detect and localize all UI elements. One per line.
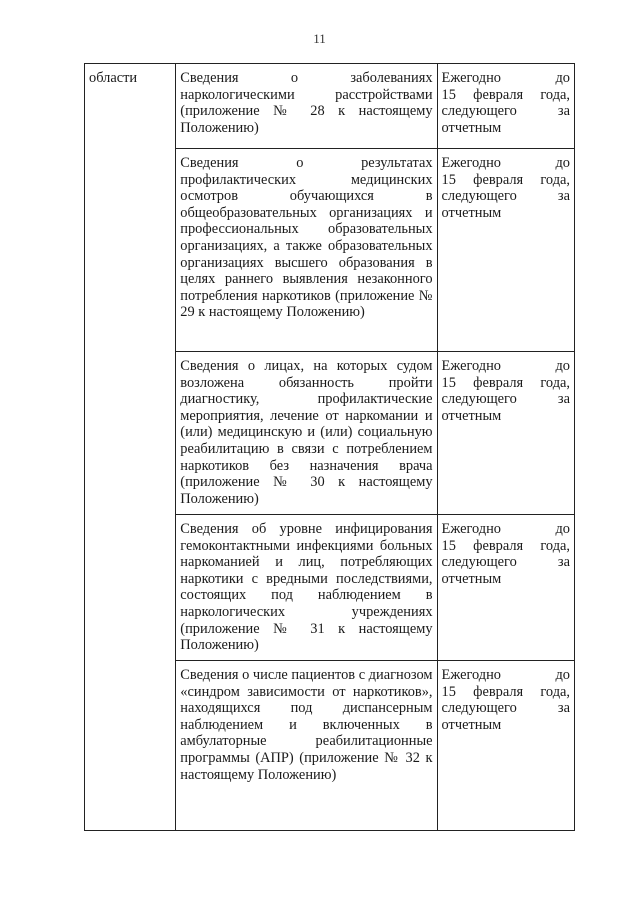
deadline-line: отчетным bbox=[441, 407, 502, 424]
deadline-line: следующего за bbox=[441, 391, 570, 408]
deadline-line: Ежегодно до bbox=[441, 521, 570, 537]
deadline-line: Ежегодно до bbox=[441, 358, 570, 374]
table-row bbox=[85, 64, 575, 149]
deadline-line: следующего за bbox=[441, 188, 570, 205]
deadline-line: 15 февраля года, bbox=[441, 86, 570, 103]
deadline-cell bbox=[437, 352, 574, 515]
content-cell: Сведения об уровне инфицирования гемоконтактными инфекциями больных наркоманией и лиц, потребляющих наркотики с вредными последствиями, состоящих под наблюдением в наркологических учреждениях (приложение № 31 к настоящему Положению) bbox=[176, 515, 437, 661]
content-cell: Сведения о числе пациентов с диагнозом «синдром зависимости от наркотиков», находящихся под диспансерным наблюдением и включенных в амбулаторные реабилитационные программы (АПР) (приложение № 32 к настоящему Положению) bbox=[176, 661, 437, 831]
deadline-line: 15 февраля года, bbox=[441, 537, 570, 554]
deadline-line: следующего за bbox=[441, 103, 570, 120]
page-number: 11 bbox=[313, 31, 326, 46]
content-cell: Сведения о заболеваниях наркологическими расстройствами (приложение № 28 к настоящему Положению) bbox=[176, 64, 437, 149]
deadline-line: 15 февраля года, bbox=[441, 374, 570, 391]
deadline-cell bbox=[437, 661, 574, 831]
deadline-line: Ежегодно до bbox=[441, 667, 570, 683]
deadline-line: отчетным bbox=[441, 716, 502, 733]
region-cell: области bbox=[85, 64, 176, 831]
deadline-line: отчетным bbox=[441, 119, 502, 136]
content-cell: Сведения о результатах профилактических медицинских осмотров обучающихся в общеобразовательных организациях и профессиональных образовательных организациях, а также образовательных организациях высшего образования в целях раннего выявления незаконного потребления наркотиков (приложение № 29 к настоящему Положению) bbox=[176, 149, 437, 352]
deadline-line: отчетным bbox=[441, 204, 502, 221]
deadline-line: Ежегодно до bbox=[441, 70, 570, 86]
deadline-line: Ежегодно до bbox=[441, 155, 570, 171]
deadline-line: 15 февраля года, bbox=[441, 171, 570, 188]
deadline-cell bbox=[437, 64, 574, 149]
deadline-cell bbox=[437, 149, 574, 352]
deadline-cell bbox=[437, 515, 574, 661]
content-cell: Сведения о лицах, на которых судом возложена обязанность пройти диагностику, профилактические мероприятия, лечение от наркомании и (или) медицинскую и (или) социальную реабилитацию в связи с потреблением наркотиков без назначения врача (приложение № 30 к настоящему Положению) bbox=[176, 352, 437, 515]
deadline-line: следующего за bbox=[441, 554, 570, 571]
deadline-line: следующего за bbox=[441, 700, 570, 717]
reporting-table bbox=[84, 63, 575, 831]
deadline-line: 15 февраля года, bbox=[441, 683, 570, 700]
deadline-line: отчетным bbox=[441, 570, 502, 587]
